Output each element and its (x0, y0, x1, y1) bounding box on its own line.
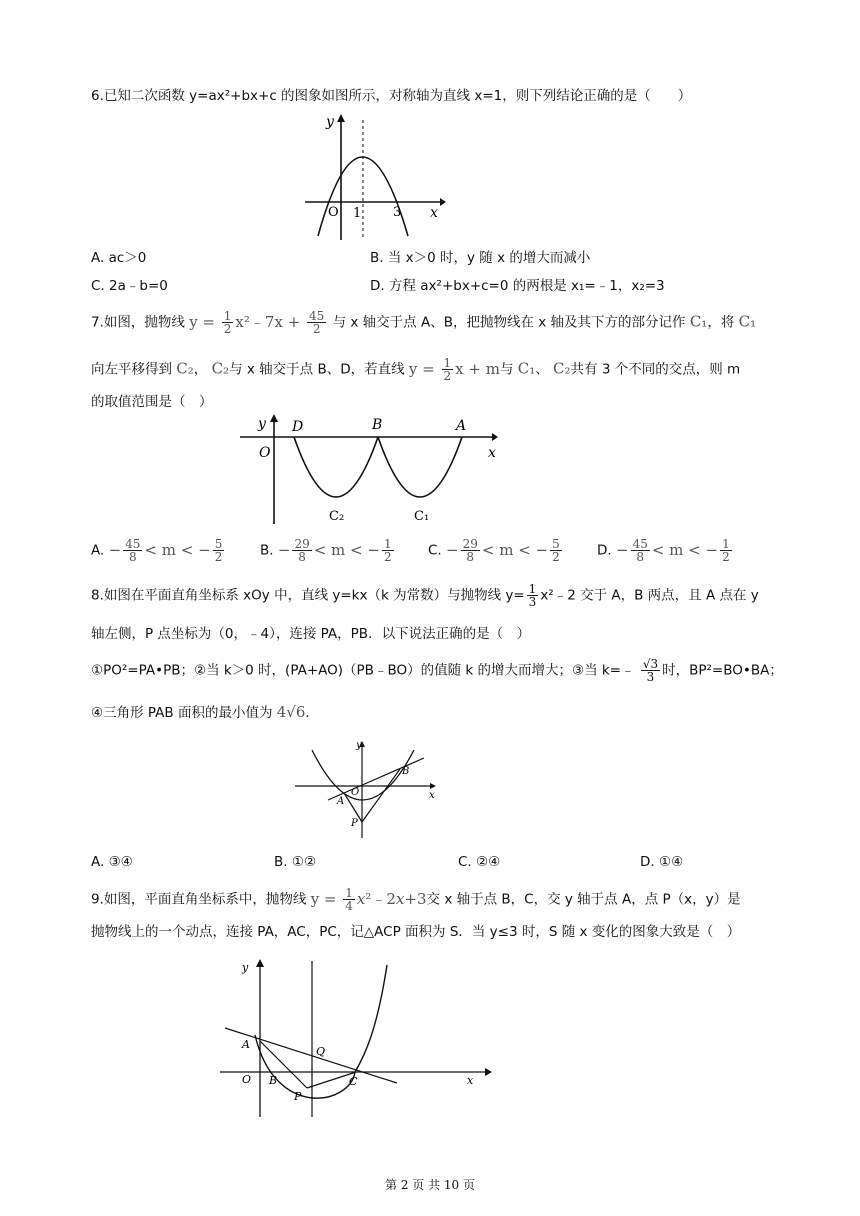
q7-label-b: B (372, 417, 383, 433)
q8-line1: 8.如图在平面直角坐标系 xOy 中，直线 y=kx（k 为常数）与抛物线 y= $\frac{1}{3}$ x²﹣2 交于 A，B 两点，且 A 点在 y (91, 582, 759, 609)
q7-label-y: y (258, 416, 266, 432)
q7-curve-c1 (378, 437, 462, 497)
q9-label-c: C (349, 1075, 358, 1088)
q9-figure (215, 955, 505, 1125)
q8-label-b: B (402, 766, 410, 777)
q9-label-y: y (242, 961, 249, 974)
q6-figure (300, 110, 450, 245)
q9-line1: 9.如图，平面直角坐标系中，抛物线 y = $\frac{1}{4}$ x²﹣2x+3交 x 轴于点 B，C，交 y 轴于点 A，点 P（x，y）是 (91, 886, 741, 913)
q7-option-a[interactable]: A. − $\frac{45}{8}$ < m < − $\frac{5}{2}$ (91, 537, 223, 564)
q8-label-a: A (337, 796, 345, 807)
q9-label-b: B (269, 1074, 278, 1087)
q7-y-arrow (270, 414, 278, 422)
q9-y-arrow (256, 959, 264, 967)
q8-option-c[interactable]: C. ②④ (458, 854, 501, 870)
q6-y-arrow (337, 114, 345, 122)
q7-curve-c2 (294, 437, 378, 497)
q8-line-ab (328, 758, 424, 800)
q8-option-a[interactable]: A. ③④ (91, 854, 133, 870)
q7-label-x: x (488, 445, 496, 461)
q7-option-c[interactable]: C. − $\frac{29}{8}$ < m < − $\frac{5}{2}$ (428, 537, 560, 564)
q9-label-q: Q (316, 1045, 326, 1058)
q6-label-x: x (430, 205, 438, 221)
q9-label-a: A (242, 1038, 250, 1051)
q8-line3: ①PO²=PA•PB；②当 k＞0 时，(PA+AO)（PB﹣BO）的值随 k 的增大而增大；③当 k=﹣ $\frac{√3}{3}$ 时，BP²=BO•BA； (91, 657, 783, 684)
q8-label-y: y (356, 740, 362, 751)
page-footer: 第 2 页 共 10 页 (385, 1178, 475, 1192)
q7-line1: 7.如图，抛物线 y = $\frac{1}{2}$ x²﹣7x + $\frac{45}{2}$ 与 x 轴交于点 A、B，把抛物线在 x 轴及其下方的部分记作 C₁，将 C₁ (91, 309, 757, 336)
q7-option-b[interactable]: B. − $\frac{29}{8}$ < m < − $\frac{1}{2}$ (260, 537, 392, 564)
q6-label-y: y (326, 114, 334, 130)
q8-figure (290, 738, 440, 843)
q9-line2: 抛物线上的一个动点，连接 PA，AC，PC，记△ACP 面积为 S．当 y≤3 时，S 随 x 变化的图象大致是（ ） (91, 924, 741, 940)
q7-line3: 的取值范围是（ ） (91, 394, 213, 410)
q6-label-o: O (328, 205, 339, 220)
q7-option-d[interactable]: D. − $\frac{45}{8}$ < m < − $\frac{1}{2}$ (597, 537, 730, 564)
q8-label-x: x (429, 790, 435, 801)
q7-label-o: O (259, 445, 271, 461)
q7-line-formula: y = $\frac{1}{2}$ x + m (408, 356, 500, 383)
q8-line4: ④三角形 PAB 面积的最小值为 4√6． (91, 703, 319, 721)
q7-label-d: D (292, 419, 304, 435)
q8-line2: 轴左侧，P 点坐标为（0，﹣4），连接 PA，PB．以下说法正确的是（ ） (91, 626, 531, 642)
q8-option-b[interactable]: B. ①② (274, 854, 317, 870)
q7-parabola-formula: y = $\frac{1}{2}$ x²﹣7x + $\frac{45}{2}$ (189, 309, 325, 336)
q8-parabola (312, 750, 414, 800)
q7-label-a: A (456, 418, 467, 434)
q9-label-o: O (242, 1073, 252, 1086)
q9-x-arrow (485, 1068, 492, 1076)
q7-figure (230, 412, 510, 530)
q8-option-d[interactable]: D. ①④ (640, 854, 684, 870)
q6-option-a[interactable]: A. ac＞0 (91, 250, 147, 266)
q6-stem: 6.已知二次函数 y=ax²+bx+c 的图象如图所示，对称轴为直线 x=1，则下列结论正确的是（ ） (91, 88, 692, 104)
q7-x-arrow (492, 433, 498, 441)
q7-label-c2: C₂ (329, 509, 345, 524)
q9-label-x: x (467, 1074, 474, 1087)
q6-label-1: 1 (353, 206, 362, 221)
q8-label-p: P (351, 818, 358, 829)
q9-label-p: P (294, 1090, 302, 1103)
q6-x-arrow (440, 198, 446, 206)
q9-segment-pa (260, 1041, 307, 1088)
q6-option-d[interactable]: D. 方程 ax²+bx+c=0 的两根是 x₁=﹣1，x₂=3 (370, 278, 665, 294)
q8-x-arrow (430, 783, 436, 789)
q6-label-3: 3 (393, 205, 402, 220)
q8-label-o: O (351, 787, 360, 798)
q6-option-b[interactable]: B. 当 x＞0 时，y 随 x 的增大而减小 (370, 250, 591, 266)
q7-label-c1: C₁ (414, 509, 430, 524)
q6-option-c[interactable]: C. 2a﹣b=0 (91, 278, 168, 294)
q9-parabola-formula: y = $\frac{1}{4}$ x²﹣2x+3 (310, 886, 427, 913)
q7-line2: 向左平移得到 C₂， C₂与 x 轴交于点 B、D，若直线 y = $\frac{1}{2}$ x + m与 C₁、 C₂共有 3 个不同的交点，则 m (91, 356, 741, 383)
